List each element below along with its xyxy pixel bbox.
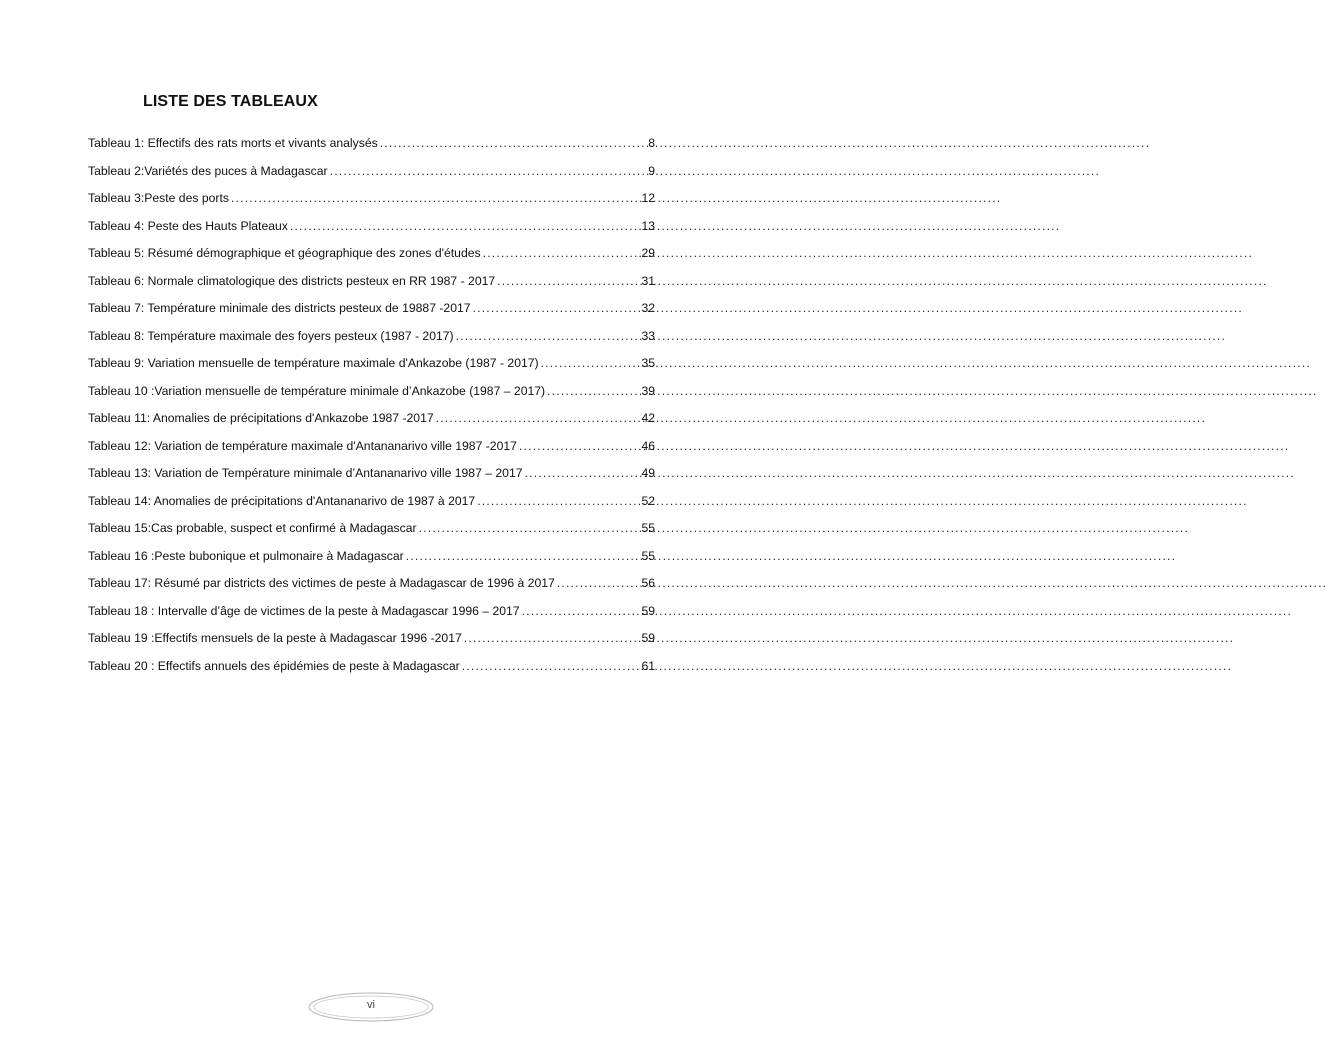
toc-entry-label: Tableau 8: Température maximale des foyers pesteux (1987 - 2017) (88, 328, 454, 343)
toc-entry-label: Tableau 1: Effectifs des rats morts et vivants analysés (88, 136, 378, 150)
toc-entry-page: 61 (641, 658, 655, 673)
toc-entry-label: Tableau 9: Variation mensuelle de température maximale d'Ankazobe (1987 - 2017) (88, 356, 539, 370)
toc-dot-leader (464, 625, 641, 653)
toc-dot-leader (380, 130, 648, 158)
toc-dot-leader (436, 405, 641, 433)
toc-entry-label: Tableau 15:Cas probable, suspect et confirmé à Madagascar (88, 521, 417, 535)
toc-entry[interactable] (88, 570, 655, 598)
toc-entry-page: 33 (641, 328, 655, 343)
toc-dot-leader (483, 240, 641, 268)
toc-entry[interactable] (88, 158, 655, 186)
toc-entry[interactable] (88, 653, 655, 681)
toc-entry[interactable] (88, 460, 655, 488)
toc-entry-page: 49 (641, 466, 655, 480)
toc-entry-page: 52 (641, 493, 655, 508)
toc-entry-label: Tableau 10 :Variation mensuelle de température minimale d’Ankazobe (1987 – 2017) (88, 383, 546, 398)
toc-entry[interactable] (88, 295, 655, 323)
toc-entry[interactable] (88, 268, 655, 296)
toc-entry-page: 46 (641, 438, 655, 453)
toc-entry-page: 9 (648, 163, 655, 178)
toc-dot-leader (473, 295, 641, 323)
page-title: LISTE DES TABLEAUX (143, 93, 318, 110)
toc-entry-page: 32 (641, 301, 655, 315)
toc-entry-page: 55 (641, 521, 655, 535)
toc-entry[interactable] (88, 543, 655, 571)
toc-entry-label: Tableau 3:Peste des ports (88, 191, 229, 205)
toc-entry-label: Tableau 6: Normale climatologique des districts pesteux en RR 1987 - 2017 (88, 273, 496, 288)
toc-entry-label: Tableau 17: Résumé par districts des victimes de peste à Madagascar de 1996 à 2017 (88, 576, 555, 590)
toc-entry-page: 56 (641, 576, 655, 590)
toc-entry-label: Tableau 2:Variétés des puces à Madagascar (88, 163, 328, 178)
toc-entry-page: 59 (641, 603, 655, 618)
toc-entry-label: Tableau 12: Variation de température maximale d'Antananarivo ville 1987 -2017 (88, 438, 517, 453)
toc-entry-label: Tableau 18 : Intervalle d’âge de victimes de la peste à Madagascar 1996 – 2017 (88, 603, 520, 618)
toc-entry-label: Tableau 14: Anomalies de précipitations d'Antananarivo de 1987 à 2017 (88, 493, 476, 508)
toc-entry-label: Tableau 5: Résumé démographique et géographique des zones d'études (88, 246, 481, 260)
toc-entry[interactable] (88, 405, 655, 433)
toc-dot-leader (330, 158, 648, 186)
toc-entry[interactable] (88, 488, 655, 516)
toc-entry-page: 8 (648, 136, 655, 150)
toc-entry-page: 13 (641, 218, 655, 233)
toc-entry[interactable] (88, 598, 655, 626)
toc-dot-leader (519, 433, 641, 461)
toc-entry-page: 42 (641, 411, 655, 425)
toc-dot-leader (525, 460, 641, 488)
toc-entry[interactable] (88, 625, 655, 653)
toc-entry[interactable] (88, 323, 655, 351)
toc-entry-page: 59 (641, 631, 655, 645)
toc-entry[interactable] (88, 185, 655, 213)
toc-entry-page: 12 (641, 191, 655, 205)
toc-dot-leader (522, 598, 641, 626)
toc-entry[interactable] (88, 130, 655, 158)
toc-dot-leader (477, 488, 640, 516)
toc-entry-page: 35 (641, 356, 655, 370)
page-number: vi (367, 999, 375, 1011)
toc-entry-label: Tableau 20 : Effectifs annuels des épidémies de peste à Madagascar (88, 658, 460, 673)
toc-dot-leader (290, 213, 641, 241)
toc-entry[interactable] (88, 350, 655, 378)
toc-dot-leader (547, 378, 640, 406)
toc-entry-label: Tableau 16 :Peste bubonique et pulmonaire à Madagascar (88, 548, 404, 563)
toc-dot-leader (419, 515, 641, 543)
toc-entry-label: Tableau 7: Température minimale des districts pesteux de 19887 -2017 (88, 301, 471, 315)
toc-dot-leader (557, 570, 641, 598)
toc-dot-leader (456, 323, 641, 351)
toc-entry-page: 39 (641, 383, 655, 398)
toc-dot-leader (462, 653, 641, 681)
toc-dot-leader (406, 543, 641, 571)
toc-entry-label: Tableau 19 :Effectifs mensuels de la peste à Madagascar 1996 -2017 (88, 631, 462, 645)
toc-entry-page: 31 (641, 273, 655, 288)
toc-entry-page: 55 (641, 548, 655, 563)
toc-entry[interactable] (88, 240, 655, 268)
toc-entry[interactable] (88, 515, 655, 543)
table-list (88, 130, 655, 680)
toc-entry-page: 29 (641, 246, 655, 260)
toc-entry-label: Tableau 11: Anomalies de précipitations d'Ankazobe 1987 -2017 (88, 411, 434, 425)
toc-entry-label: Tableau 13: Variation de Température minimale d’Antananarivo ville 1987 – 2017 (88, 466, 523, 480)
toc-dot-leader (231, 185, 641, 213)
toc-dot-leader (541, 350, 641, 378)
toc-entry[interactable] (88, 213, 655, 241)
toc-entry[interactable] (88, 378, 655, 406)
toc-entry[interactable] (88, 433, 655, 461)
toc-entry-label: Tableau 4: Peste des Hauts Plateaux (88, 218, 288, 233)
toc-dot-leader (497, 268, 640, 296)
